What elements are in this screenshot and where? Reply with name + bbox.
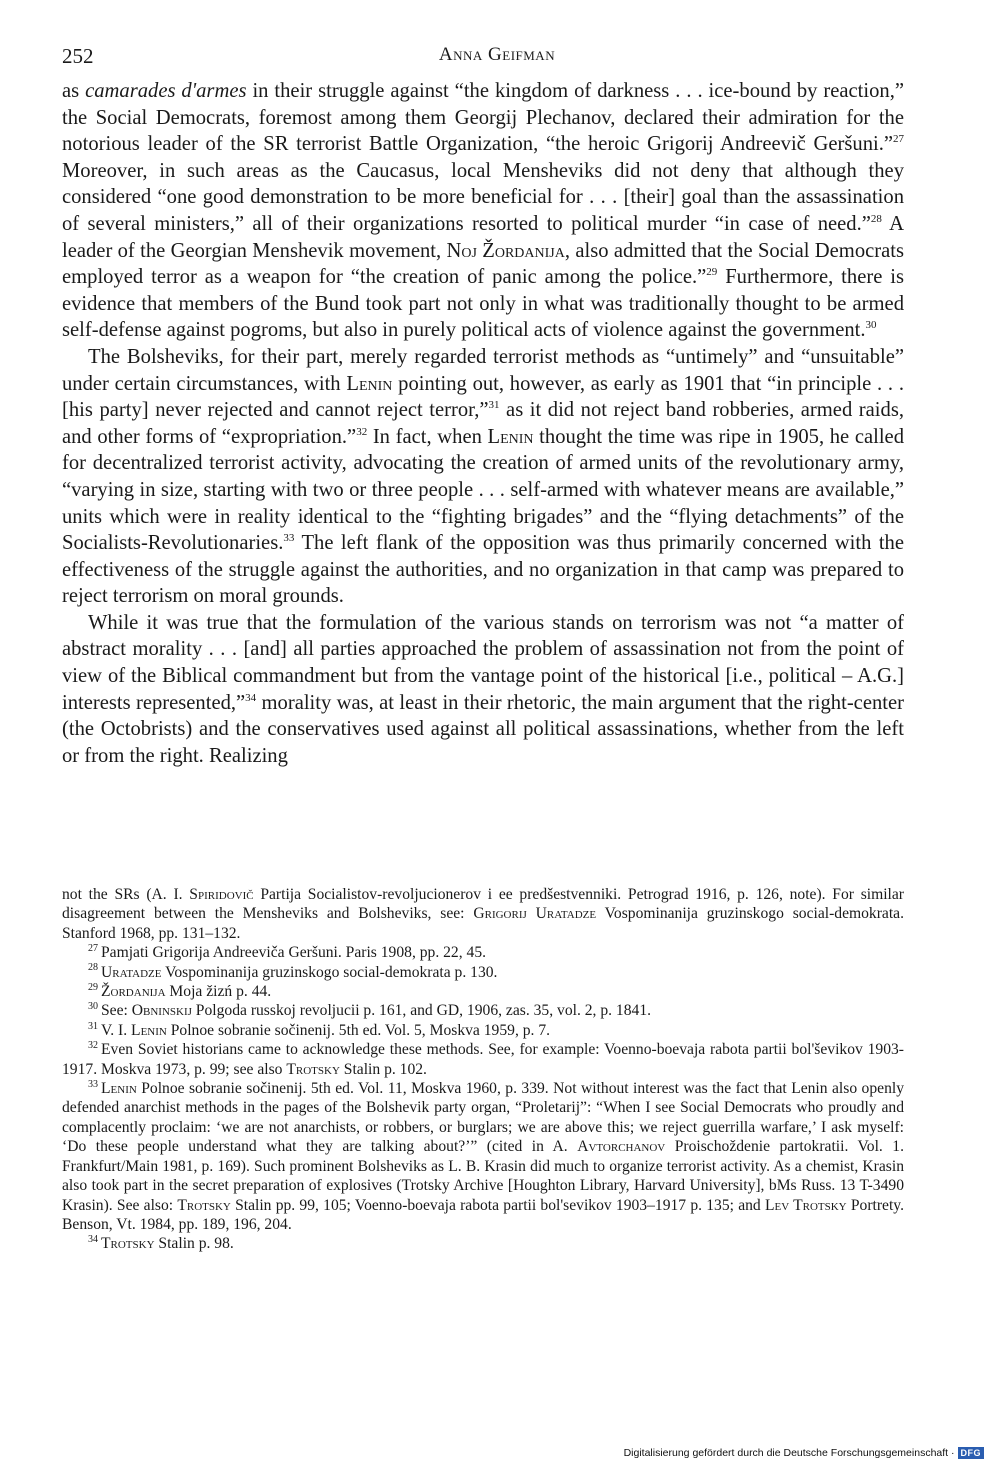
page-header [62, 44, 932, 74]
digitization-credit [624, 1447, 984, 1459]
footnote-continuation: not the SRs (A. I. Spiridovič Partija Socialistov-revoljucionerov i ee predšestvenniki. Petrograd 1916, p. 126, note). For similar disagreement between the Mensheviks and Bolsheviks, see: Grigorij Uratadze Vospominanija gruzinskogo social-demokrata. Stanford 1968, pp. 131–132. [62, 886, 904, 942]
paragraph-1: as camarades d'armes in their struggle against “the kingdom of darkness . . . ice-bound by reaction,” the Social Democrats, foremost among them Georgij Plechanov, declared their admiration for the notorious leader of the SR terrorist Battle Organization, “the heroic Grigorij Andreevič Geršuni.”$^{27}$ Moreover, in such areas as the Caucasus, local Mensheviks did not deny that although they considered “one good demonstration to be more beneficial for . . . [their] goal than the assassination of several ministers,” all of their organizations resorted to political murder “in case of need.”$^{28}$ A leader of the Georgian Menshevik movement, Noj Žordanija, also admitted that the Social Democrats employed terror as a weapon for “the creation of panic among the police.”$^{29}$ Furthermore, there is evidence that members of the Bund took part not only in what was traditionally thought to be armed self-defense against pogroms, but also in purely political acts of violence against the government.$^{30}$ [62, 80, 904, 342]
running-head: Anna Geifman [438, 44, 556, 65]
footnote-ref-34[interactable]: 34 [245, 691, 257, 704]
footnote-32: $^{32}$ Even Soviet historians came to acknowledge these methods. See, for example: Voenno-boevaja rabota partii bol'ševikov 1903-1917. Moskva 1973, p. 99; see also Trotsky Stalin p. 102. [62, 1040, 904, 1078]
body-text [62, 78, 904, 769]
footnote-28: $^{28}$ Uratadze Vospominanija gruzinskogo social-demokrata p. 130. [88, 962, 498, 981]
footnote-ref-31[interactable]: 31 [488, 399, 500, 412]
credit-text: Digitalisierung gefördert durch die Deutsche Forschungsgemeinschaft · [623, 1447, 955, 1459]
dfg-logo-icon: DFG [958, 1447, 985, 1459]
footnote-ref-30[interactable]: 30 [865, 319, 877, 332]
footnote-ref-27[interactable]: 27 [893, 133, 904, 146]
footnote-ref-29[interactable]: 29 [706, 266, 718, 279]
footnote-33: $^{33}$ Lenin Polnoe sobranie sočinenij. 5th ed. Vol. 11, Moskva 1960, p. 339. Not without interest was the fact that Lenin also openly defended anarchist methods in the pages of the Bolshevik party organ, “Proletarij”: “When I see Social Democrats who proudly and complacently proclaim: ‘we are not anarchists, or robbers, or burglars; we are above this; we reject guerrilla warfare,’ I ask myself: ‘Do these people understand what they are talking about?’” (cited in A. Avtorchanov Proischoždenie partokratii. Vol. 1. Frankfurt/Main 1981, p. 169). Such prominent Bolsheviks as L. B. Krasin did much to organize terrorist activity. As a chemist, Krasin also took part in the secret preparation of explosives (Trotsky Archive [Houghton Library, Harvard University], bMs Russ. 13 T-3490 Krasin). See also: Trotsky Stalin pp. 99, 105; Voenno-boevaja rabota partii bol'sevikov 1903–1917 p. 135; and Lev Trotsky Portrety. Benson, Vt. 1984, pp. 189, 196, 204. [62, 1078, 905, 1233]
footnotes [62, 885, 904, 1254]
page-number: 252 [62, 44, 94, 68]
footnote-34: $^{34}$ Trotsky Stalin p. 98. [88, 1234, 234, 1253]
footnote-27: $^{27}$ Pamjati Grigorija Andreeviča Geršuni. Paris 1908, pp. 22, 45. [88, 943, 487, 962]
footnote-ref-33[interactable]: 33 [283, 532, 295, 545]
footnote-ref-28[interactable]: 28 [870, 213, 882, 226]
paragraph-2: The Bolsheviks, for their part, merely regarded terrorist methods as “untimely” and “unsuitable” under certain circumstances, with Lenin pointing out, however, as early as 1901 that “in principle . . . [his party] never rejected and cannot reject terror,”$^{31}$ as it did not reject band robberies, armed raids, and other forms of “expropriation.”$^{32}$ In fact, when Lenin thought the time was ripe in 1905, he called for decentralized terrorist activity, advocating the creation of armed units of the revolutionary army, “varying in size, starting with two or three people . . . self-armed with whatever means are available,” units which were in reality identical to the “fighting brigades” and the “flying detachments” of the Socialists-Revolutionaries.$^{33}$ The left flank of the opposition was thus primarily concerned with the effectiveness of the struggle against the authorities, and no organization in that camp was prepared to reject terrorism on moral grounds. [62, 345, 904, 608]
footnote-30: $^{30}$ See: Obninskij Polgoda russkoj revoljucii p. 161, and GD, 1906, zas. 35, vol. 2, p. 1841. [88, 1001, 652, 1020]
footnote-ref-32[interactable]: 32 [356, 425, 368, 438]
paragraph-3: While it was true that the formulation of the various stands on terrorism was not “a matter of abstract morality . . . [and] all parties approached the problem of assassination not from the point of view of the Biblical commandment but from the vantage point of the historical [i.e., political – A.G.] interests represented,”$^{34}$ morality was, at least in their rhetoric, the main argument that the right-center (the Octobrists) and the conservatives used against all political assassinations, whether from the left or from the right. Realizing [62, 611, 904, 767]
footnote-29: $^{29}$ Žordanija Moja žizń p. 44. [88, 981, 272, 1001]
footnote-31: $^{31}$ V. I. Lenin Polnoe sobranie sočinenij. 5th ed. Vol. 5, Moskva 1959, p. 7. [88, 1020, 551, 1039]
